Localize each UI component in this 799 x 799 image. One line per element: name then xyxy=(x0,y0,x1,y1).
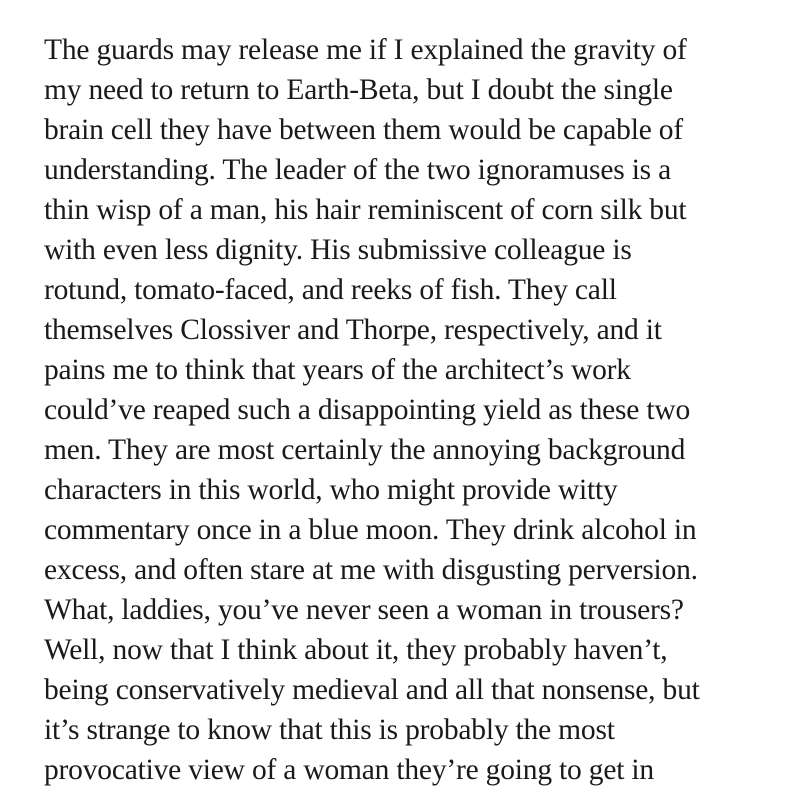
text-line: What, laddies, you’ve never seen a woman in trousers? xyxy=(44,594,684,626)
text-line: Well, now that I think about it, they probably haven’t, xyxy=(44,634,668,666)
body-paragraph xyxy=(44,30,784,790)
text-line: commentary once in a blue moon. They drink alcohol in xyxy=(44,514,697,546)
text-line: brain cell they have between them would be capable of xyxy=(44,114,683,146)
text-line: excess, and often stare at me with disgusting perversion. xyxy=(44,554,698,586)
text-line: rotund, tomato-faced, and reeks of fish. They call xyxy=(44,274,617,306)
text-line: being conservatively medieval and all that nonsense, but xyxy=(44,674,700,706)
text-line: characters in this world, who might provide witty xyxy=(44,474,618,506)
text-line: provocative view of a woman they’re going to get in xyxy=(44,754,654,786)
text-line: pains me to think that years of the architect’s work xyxy=(44,354,631,386)
text-line: my need to return to Earth-Beta, but I doubt the single xyxy=(44,74,673,106)
text-line: men. They are most certainly the annoying background xyxy=(44,434,686,466)
text-line: The guards may release me if I explained the gravity of xyxy=(44,34,687,66)
text-line: with even less dignity. His submissive colleague is xyxy=(44,234,632,266)
text-line: could’ve reaped such a disappointing yield as these two xyxy=(44,394,691,426)
text-line: understanding. The leader of the two ignoramuses is a xyxy=(44,154,672,186)
text-line: themselves Clossiver and Thorpe, respectively, and it xyxy=(44,314,662,346)
text-line: thin wisp of a man, his hair reminiscent of corn silk but xyxy=(44,194,687,226)
text-line: it’s strange to know that this is probably the most xyxy=(44,714,615,746)
